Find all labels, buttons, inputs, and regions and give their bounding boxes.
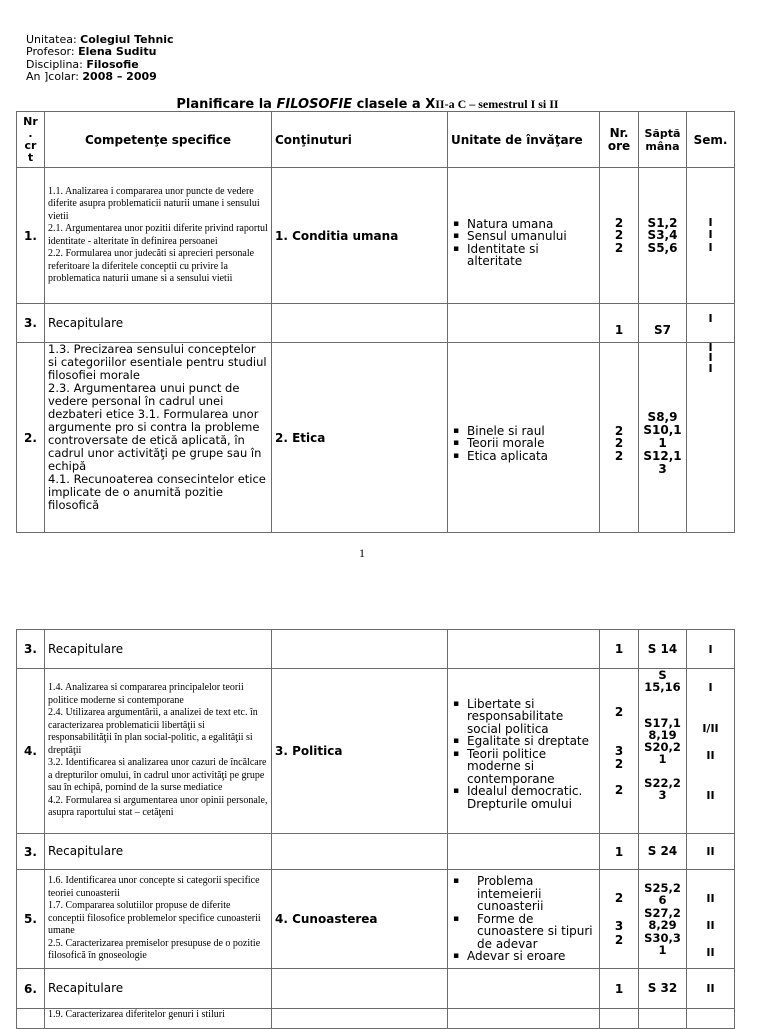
row-number: 2. (17, 343, 45, 533)
week-cell: S25,2 6 S27,2 8,29 S30,3 1 (639, 870, 687, 969)
recap-cell: Recapitulare (45, 834, 272, 870)
header-contents: Conţinuturi (272, 112, 448, 168)
contents-cell: 3. Politica (272, 669, 448, 834)
hours-value: 2 (614, 228, 624, 243)
list-item: ▪ Forme de cunoastere si tipuri de adevar (451, 913, 596, 951)
hours-value: 2 (614, 448, 624, 463)
hours-value: 2 (614, 423, 624, 438)
planning-table-page2 (16, 629, 735, 1029)
table-row (17, 630, 735, 669)
list-item: ▪ Natura umana (451, 218, 596, 231)
semester-value: I (708, 362, 713, 375)
hours-cell: 1 (600, 834, 639, 870)
header-semester: Sem. (687, 112, 735, 168)
contents-cell (272, 304, 448, 343)
semester-value: I (708, 228, 713, 242)
table-row (17, 168, 735, 304)
week-value: S1,2 (647, 215, 678, 230)
list-item: ▪ Egalitate si dreptate (451, 735, 596, 748)
week-cell (639, 168, 687, 304)
hours-value: 2 (614, 215, 624, 230)
contents-cell: 2. Etica (272, 343, 448, 533)
semester-cell (687, 1009, 735, 1029)
week-cell: S 32 (639, 969, 687, 1009)
hours-cell: 1 (600, 630, 639, 669)
learning-units-cell (448, 343, 600, 533)
competences-cell: 1.6. Identificarea unor concepte si categorii specifice teoriei cunoasterii 1.7. Compararea solutiilor propuse de diferite conceptii filosofice problemelor specifice cunoasterii umane 2.5. Caracterizarea premiselor presupuse de o pozitie filosofică în gnoseologie (45, 870, 272, 969)
discipline-label: Disciplina: (26, 57, 87, 71)
semester-cell (687, 168, 735, 304)
list-item: ▪ Idealul democratic. Drepturile omului (451, 785, 596, 810)
title-part3: clasele a X (352, 97, 436, 112)
recap-cell: Recapitulare (45, 969, 272, 1009)
row-number: 3. (17, 304, 45, 343)
week-cell: S 14 (639, 630, 687, 669)
row-number: 1. (17, 168, 45, 304)
semester-cell: I (687, 304, 735, 343)
contents-cell: 1. Conditia umana (272, 168, 448, 304)
semester-value: I (708, 351, 713, 364)
list-item: ▪ Libertate si responsabilitate social politica (451, 698, 596, 736)
discipline-value: Filosofie (86, 57, 139, 71)
page-number: 1 (359, 546, 365, 560)
row-number: 5. (17, 870, 45, 969)
contents-cell (272, 969, 448, 1009)
document-header (26, 34, 174, 83)
table-row (17, 834, 735, 870)
learning-units-cell (448, 969, 600, 1009)
competences-cell: 1.4. Analizarea si compararea principalelor teorii politice moderne si contemporane 2.4. Utilizarea argumentării, a analizei de text etc. în caracterizarea problematicii libertăţii si responsabilităţii în plan social-politic, a egalităţii si dreptăţii 3.2. Identificarea si analizarea unor cazuri de încălcare a drepturilor omului, în cadrul unor activităţi pe grupe sau în echipă, pornind de la surse mediatice 4.2. Formularea si argumentarea unor opinii personale, asupra raportului stat – cetăţeni (45, 669, 272, 834)
table-row (17, 969, 735, 1009)
row-number: 4. (17, 669, 45, 834)
list-item: ▪ Identitate si alteritate (451, 243, 596, 268)
competences-cell: 1.3. Precizarea sensului conceptelor si categoriilor esentiale pentru studiul filosofiei morale 2.3. Argumentarea unui punct de vedere personal în cadrul unei dezbateri etice 3.1. Formularea unor argumente pro si contra la probleme controversate de etică aplicată, în cadrul unor activităţi pe grupe sau în echipă 4.1. Recunoaterea consecintelor etice implicate de o anumită pozitie filosofică (45, 343, 272, 533)
week-value: S12,1 3 (643, 449, 682, 476)
semester-cell: II II II (687, 870, 735, 969)
school-year-value: 2008 – 2009 (82, 69, 157, 83)
professor-label: Profesor: (26, 45, 79, 59)
header-week: Săptă mâna (639, 112, 687, 168)
learning-units-cell (448, 1009, 600, 1029)
title-semester: – semestrul I si II (466, 97, 559, 111)
title-class: II-a C (435, 97, 467, 111)
semester-cell: I (687, 630, 735, 669)
header-nr: Nr . cr t (17, 112, 45, 168)
week-cell (639, 1009, 687, 1029)
table-row (17, 304, 735, 343)
document-title (0, 97, 735, 112)
semester-cell: I I/II II II (687, 669, 735, 834)
learning-units-cell (448, 630, 600, 669)
contents-cell (272, 834, 448, 870)
week-value: S3,4 (647, 228, 678, 243)
recap-cell: Recapitulare (45, 630, 272, 669)
table-header-row (17, 112, 735, 168)
semester-value: I (708, 215, 713, 229)
school-year-label: An ]colar: (26, 69, 83, 83)
table-row (17, 1009, 735, 1029)
row-number: 3. (17, 834, 45, 870)
learning-units-cell (448, 669, 600, 834)
table-row (17, 669, 735, 834)
semester-cell: II (687, 969, 735, 1009)
hours-cell (600, 343, 639, 533)
contents-cell (272, 1009, 448, 1029)
list-item: ▪ Problema intemeierii cunoasterii (451, 875, 596, 913)
table-row (17, 870, 735, 969)
header-hours: Nr. ore (600, 112, 639, 168)
learning-units-cell (448, 834, 600, 870)
professor-value: Elena Suditu (78, 45, 157, 59)
unit-value: Colegiul Tehnic (80, 33, 174, 46)
row-number: 3. (17, 630, 45, 669)
list-item: ▪ Binele si raul (451, 425, 596, 438)
learning-units-cell (448, 304, 600, 343)
list-item: ▪ Teorii morale (451, 437, 596, 450)
title-part1: Planificare la (176, 97, 277, 112)
header-learning-unit: Unitate de învăţare (448, 112, 600, 168)
hours-cell (600, 168, 639, 304)
semester-cell (687, 343, 735, 533)
list-item: ▪ Sensul umanului (451, 230, 596, 243)
hours-value: 2 (614, 436, 624, 451)
title-subject: FILOSOFIE (276, 97, 353, 112)
hours-cell: 1 (600, 304, 639, 343)
week-cell: S 24 (639, 834, 687, 870)
recap-cell: Recapitulare (45, 304, 272, 343)
semester-value: I (708, 342, 713, 354)
week-cell: S 15,16 S17,1 8,19 S20,2 1 S22,2 3 (639, 669, 687, 834)
unit-label: Unitatea: (26, 33, 81, 46)
week-value: S5,6 (647, 240, 678, 255)
list-item: ▪ Teorii politice moderne si contemporane (451, 748, 596, 786)
row-number: 6. (17, 969, 45, 1009)
week-cell (639, 343, 687, 533)
competences-cell: 1.9. Caracterizarea diferitelor genuri i stiluri (45, 1009, 272, 1029)
hours-cell: 2 3 2 (600, 870, 639, 969)
list-item: ▪ Etica aplicata (451, 450, 596, 463)
school-year-line (26, 71, 174, 83)
competences-cell: 1.1. Analizarea i compararea unor puncte de vedere diferite asupra problematicii naturii umane i sensului vietii 2.1. Argumentarea unor pozitii diferite privind raportul identitate - alteritate în definirea persoanei 2.2. Formularea unor judecăti si aprecieri personale referitoare la diferitele conceptii cu privire la problematica naturii umane si a sensului vietii (45, 168, 272, 304)
hours-value: 2 (614, 240, 624, 255)
row-number (17, 1009, 45, 1029)
header-competences: Competenţe specifice (45, 112, 272, 168)
week-cell: S7 (639, 304, 687, 343)
learning-units-cell (448, 168, 600, 304)
list-item: ▪ Adevar si eroare (451, 950, 596, 963)
hours-cell: 2 3 2 2 (600, 669, 639, 834)
semester-cell: II (687, 834, 735, 870)
learning-units-cell (448, 870, 600, 969)
hours-cell (600, 1009, 639, 1029)
contents-cell (272, 630, 448, 669)
planning-table-page1 (16, 111, 735, 533)
week-value: S10,1 1 (643, 423, 682, 450)
contents-cell: 4. Cunoasterea (272, 870, 448, 969)
semester-value: I (708, 240, 713, 254)
hours-cell: 1 (600, 969, 639, 1009)
week-value: S8,9 (647, 410, 678, 424)
table-row (17, 343, 735, 533)
